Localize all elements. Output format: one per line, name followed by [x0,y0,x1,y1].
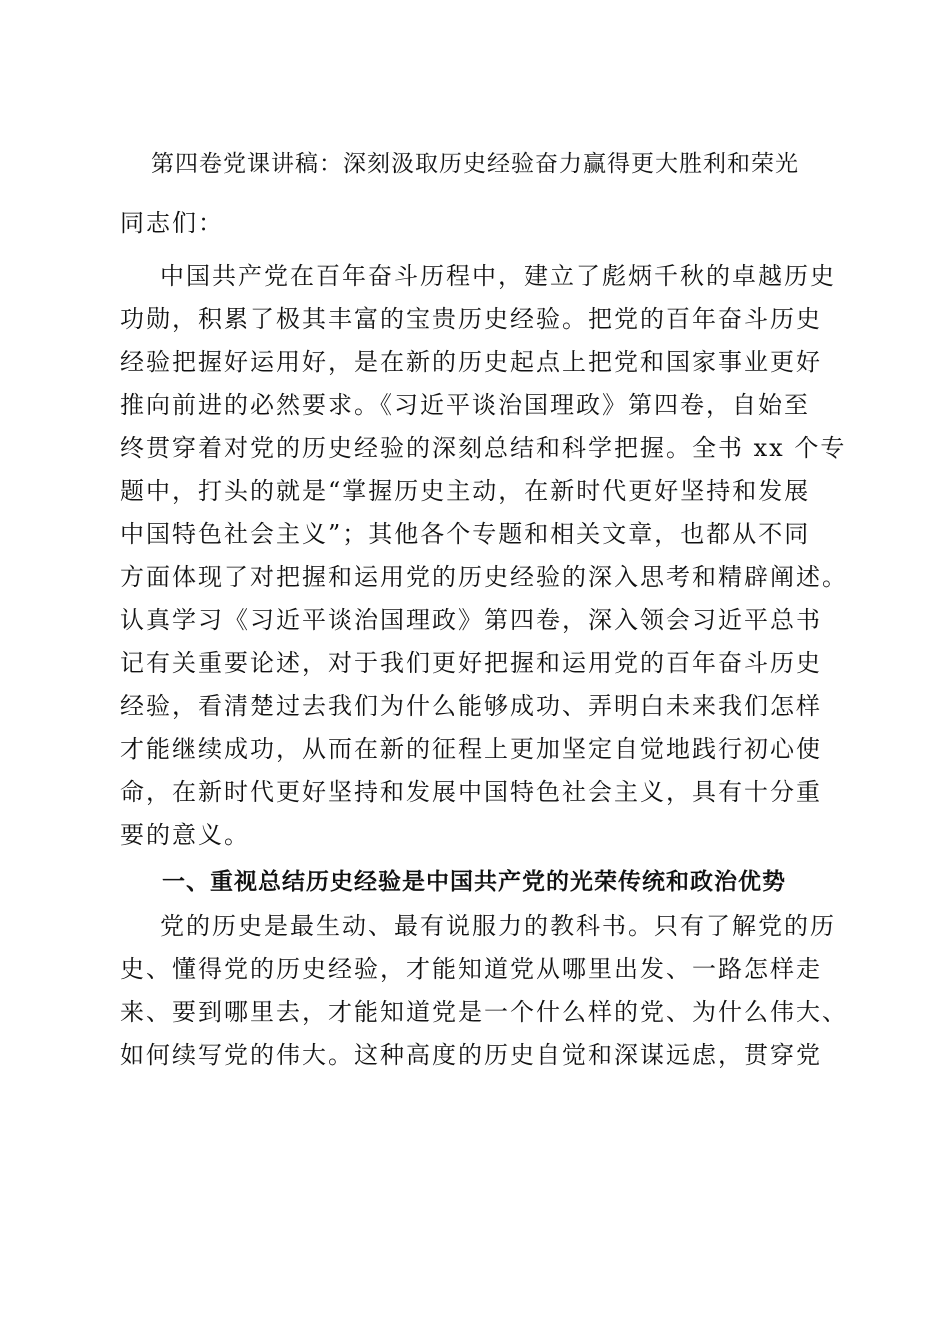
paragraph-line: 如何续写党的伟大。这种高度的历史自觉和深谋远虑，贯穿党 [120,1041,822,1069]
paragraph-line: 史、懂得党的历史经验，才能知道党从哪里出发、一路怎样走 [120,955,822,983]
paragraph-line: 命，在新时代更好坚持和发展中国特色社会主义，具有十分重 [120,778,822,806]
paragraph-line: 经验，看清楚过去我们为什么能够成功、弄明白未来我们怎样 [120,692,822,720]
paragraph-line: 推向前进的必然要求。《习近平谈治国理政》第四卷，自始至 [120,391,810,419]
paragraph-line: 记有关重要论述，对于我们更好把握和运用党的百年奋斗历史 [120,649,822,677]
paragraph-line: 才能继续成功，从而在新的征程上更加坚定自觉地践行初心使 [120,735,822,763]
paragraph-line: 方面体现了对把握和运用党的历史经验的深入思考和精辟阐述。 [120,563,848,591]
paragraph-line: 认真学习《习近平谈治国理政》第四卷，深入领会习近平总书 [120,606,822,634]
paragraph-line: 中国共产党在百年奋斗历程中，建立了彪炳千秋的卓越历史 [160,262,836,290]
paragraph-line: 中国特色社会主义”；其他各个专题和相关文章，也都从不同 [120,520,811,548]
salutation: 同志们： [120,209,224,237]
paragraph-line: 经验把握好运用好，是在新的历史起点上把党和国家事业更好 [120,348,822,376]
paragraph-line: 要的意义。 [120,821,250,849]
document-title: 第四卷党课讲稿：深刻汲取历史经验奋力赢得更大胜利和荣光 [151,151,799,177]
paragraph-line: 题中，打头的就是“掌握历史主动，在新时代更好坚持和发展 [120,477,811,505]
paragraph-line: 来、要到哪里去，才能知道党是一个什么样的党、为什么伟大、 [120,998,848,1026]
section-heading: 一、重视总结历史经验是中国共产党的光荣传统和政治优势 [162,869,786,895]
paragraph-line: 党的历史是最生动、最有说服力的教科书。只有了解党的历 [160,912,836,940]
paragraph-line: 终贯穿着对党的历史经验的深刻总结和科学把握。全书 xx 个专 [120,434,847,462]
paragraph-line: 功勋，积累了极其丰富的宝贵历史经验。把党的百年奋斗历史 [120,305,822,333]
